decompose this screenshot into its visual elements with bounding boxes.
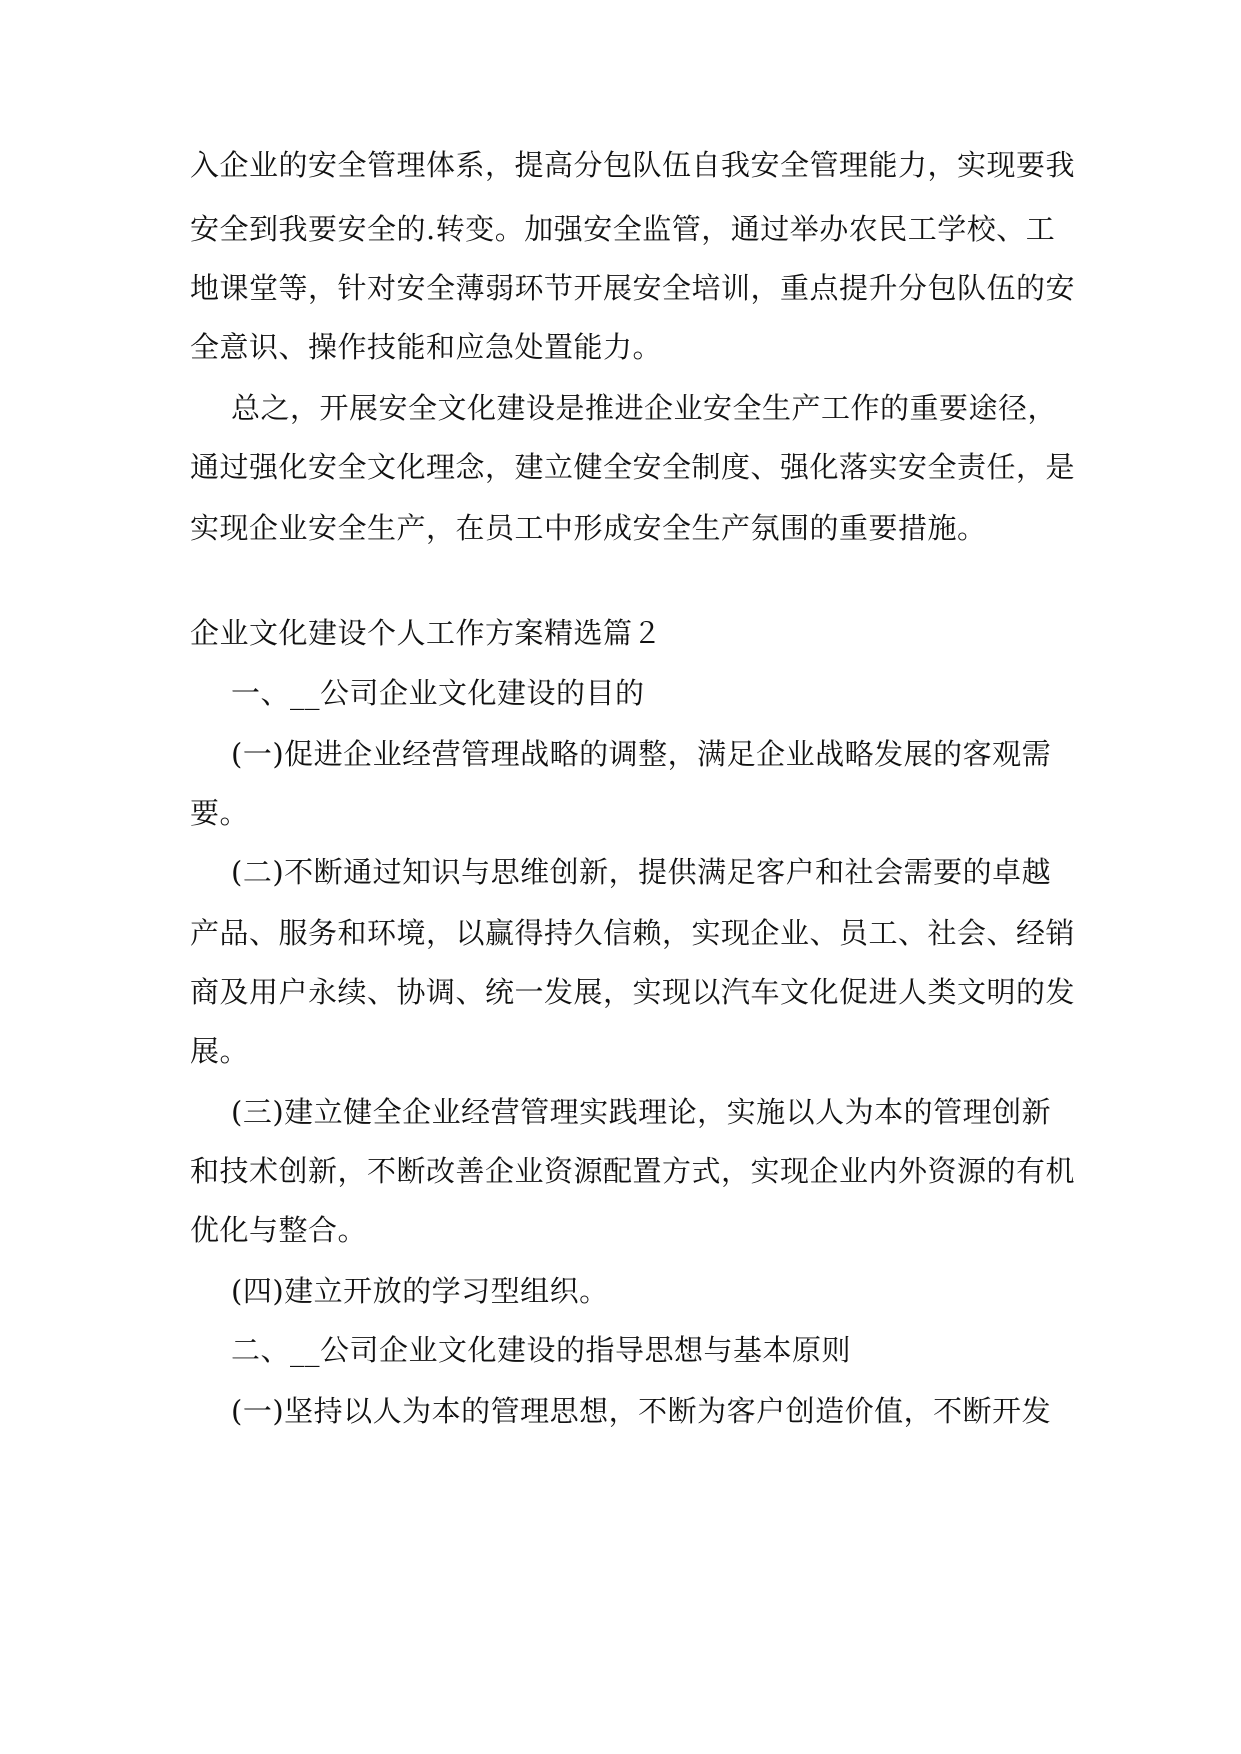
body-text-line: 地课堂等，针对安全薄弱环节开展安全培训，重点提升分包队伍的安 xyxy=(190,271,1076,305)
list-item-line: (一)促进企业经营管理战略的调整，满足企业战略发展的客观需 xyxy=(231,737,1052,771)
paragraph-start-line: 总之，开展安全文化建设是推进企业安全生产工作的重要途径， xyxy=(231,391,1058,425)
list-item-line: (二)不断通过知识与思维创新，提供满足客户和社会需要的卓越 xyxy=(231,855,1052,889)
list-item-line: (一)坚持以人为本的管理思想，不断为客户创造价值，不断开发 xyxy=(231,1394,1052,1428)
body-text-line: 优化与整合。 xyxy=(190,1213,368,1247)
body-text-line: 展。 xyxy=(190,1034,250,1068)
list-item-line: (四)建立开放的学习型组织。 xyxy=(231,1274,609,1308)
heading-line: 二、__公司企业文化建设的指导思想与基本原则 xyxy=(231,1333,852,1367)
body-text-line: 产品、服务和环境，以赢得持久信赖，实现企业、员工、社会、经销 xyxy=(190,916,1076,950)
body-text-line: 实现企业安全生产，在员工中形成安全生产氛围的重要措施。 xyxy=(190,511,987,545)
body-text-line: 全意识、操作技能和应急处置能力。 xyxy=(190,330,663,364)
heading-line: 一、__公司企业文化建设的目的 xyxy=(231,676,645,710)
body-text-line: 商及用户永续、协调、统一发展，实现以汽车文化促进人类文明的发 xyxy=(190,975,1076,1009)
body-text-line: 入企业的安全管理体系，提高分包队伍自我安全管理能力，实现要我 xyxy=(190,148,1076,182)
section-title: 企业文化建设个人工作方案精选篇２ xyxy=(190,616,663,650)
list-item-line: (三)建立健全企业经营管理实践理论，实施以人为本的管理创新 xyxy=(231,1095,1052,1129)
body-text-line: 安全到我要安全的.转变。加强安全监管，通过举办农民工学校、工 xyxy=(190,212,1056,246)
body-text-line: 要。 xyxy=(190,796,250,830)
body-text-line: 通过强化安全文化理念，建立健全安全制度、强化落实安全责任，是 xyxy=(190,450,1076,484)
body-text-line: 和技术创新，不断改善企业资源配置方式，实现企业内外资源的有机 xyxy=(190,1154,1076,1188)
